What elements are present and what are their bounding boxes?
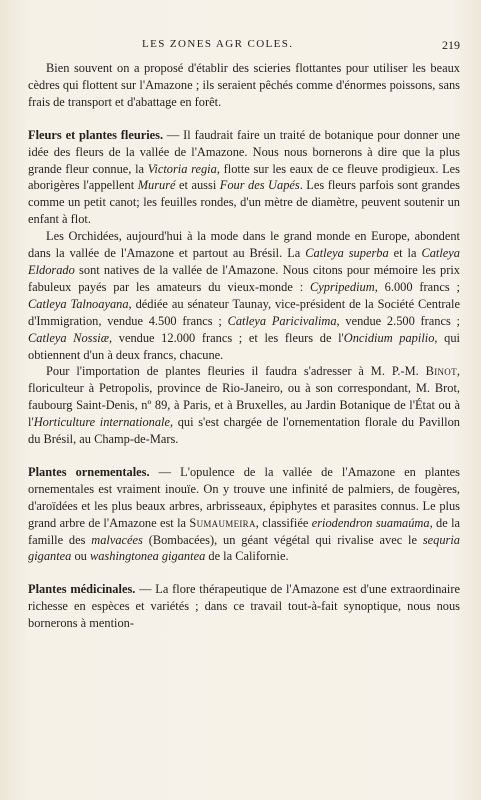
text-run: . Les fleurs parfois sont grandes comme un petit canot; les feuilles rondes, d'un mètre de diamètre, peuvent soutenir un enfant à flot. [28, 178, 460, 227]
italic-term: Mururé [137, 178, 176, 193]
small-caps-name: Sumaumeira [189, 515, 256, 530]
italic-term: washingtonea gigantea [89, 549, 206, 564]
section-heading-fleurs: Fleurs et plantes fleuries. [28, 127, 164, 142]
italic-term: Oncidium papilio [343, 330, 435, 345]
italic-term: Catleya Nossiæ [28, 330, 109, 345]
text-run: de la Californie. [205, 549, 289, 564]
text-run: Pour l'importation de plantes fleuries il faudra s'adresser à M. P.-M. [46, 364, 426, 379]
text-run: Les Orchidées, aujourd'hui à la mode dans le grand monde en Europe, abondent dans la vallée de l'Amazone et partout au Brésil. La [28, 229, 460, 261]
section-heading-ornementales: Plantes ornementales. [28, 464, 150, 479]
italic-term: Catleya Talnoayana [28, 296, 129, 311]
text-run: , vendue 12.000 francs ; et les fleurs de l' [109, 330, 344, 345]
italic-term: Catleya Eldorado [28, 246, 460, 277]
italic-term: Catleya superba [305, 246, 389, 261]
running-title: LES ZONES AGR COLES. [142, 38, 294, 50]
section-heading-medicinales: Plantes médicinales. [28, 582, 136, 597]
italic-term: malvacées [91, 532, 143, 547]
text-run: , qui s'est chargée de l'ornementation florale du Pavillon du Brésil, au Champ-de-Mars. [28, 415, 460, 447]
text-run: et la [388, 246, 422, 261]
page-number: 219 [442, 38, 460, 52]
text-run: — La flore thérapeutique de l'Amazone est d'une extraordinaire richesse en espèces et variétés ; dans ce travail tout-à-fait synoptique, nous nous bornerons à mention- [28, 582, 460, 631]
text-run: , de la famille des [28, 515, 461, 547]
running-header [28, 38, 460, 54]
paragraph-orchidees [28, 228, 460, 363]
paragraph-medicinales [28, 581, 460, 632]
paragraph-scieries: Bien souvent on a proposé d'établir des scieries flottantes pour utiliser les beaux cèdres qui flottent sur l'Amazone ; ils seraient pêchés comme d'énormes poissons, sans frais de transport et d'abattage en forêt. [28, 61, 460, 109]
text-run: , flotte sur les eaux de ce fleuve prodigieux. Les aborigères l'appellent [28, 161, 461, 193]
italic-term: Cypripedium [310, 279, 375, 294]
text-run: et aussi [175, 178, 220, 193]
italic-term: Catleya Paricivalima [227, 313, 337, 328]
text-run: (Bombacées), un géant végétal qui rivalise avec le [142, 532, 423, 547]
italic-term: Victoria regia [147, 161, 217, 176]
text-run: , dédiée au sénateur Taunay, vice-président de la Société Centrale d'Immigration, vendue 4.500 francs ; [28, 296, 460, 328]
text-run: , classifiée [255, 515, 312, 530]
text-run: ou [71, 549, 90, 564]
paragraph-fleurs [28, 127, 460, 228]
text-run: , 6.000 francs ; [374, 279, 460, 294]
text-run: , qui obtiennent d'un à deux francs, chacune. [28, 330, 460, 362]
text-run: , floriculteur à Petropolis, province de Rio-Janeiro, ou à son correspondant, M. Brot, faubourg Saint-Denis, nº 89, à Paris, et à Bruxelles, au Jardin Botanique de l'État ou à l' [28, 364, 460, 430]
text-run: sont natives de la vallée de l'Amazone. Nous citons pour mémoire les prix fabuleux payés par les amateurs du vieux-monde : [28, 262, 460, 294]
italic-term: Horticulture internationale [33, 415, 171, 430]
text-run: — Il faudrait faire un traité de botanique pour donner une idée des fleurs de la vallée de l'Amazone. Nous nous bornerons à dire que la plus grande fleur connue, la [28, 127, 460, 176]
paragraph-ornementales [28, 464, 460, 565]
page-body [28, 60, 460, 632]
italic-term: Four des Uapés [219, 178, 300, 193]
text-run: — L'opulence de la vallée de l'Amazone en plantes ornementales est vraiment inouïe. On y trouve une infinité de palmiers, de fougères, d'aroïdées et les plus beaux arbres, arbrisseaux, épiphytes et parasites connus. Le plus grand arbre de l'Amazone est la [28, 464, 461, 530]
paragraph-importation [28, 363, 460, 448]
italic-term: sequria gigantea [28, 532, 460, 564]
text-run: , vendue 2.500 francs ; [336, 313, 460, 328]
italic-term: eriodendron suamaúma [311, 515, 430, 530]
small-caps-name: Binot [425, 364, 457, 379]
